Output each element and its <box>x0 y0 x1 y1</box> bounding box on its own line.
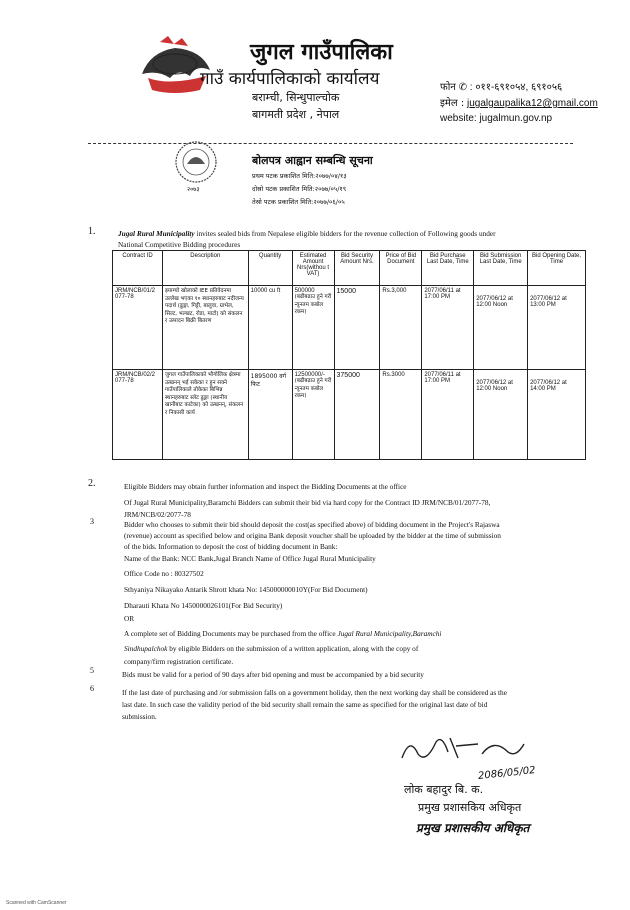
cell-submission-date: 2077/06/12 at 12:00 Noon <box>474 286 528 370</box>
cell-quantity: 10000 cu ft <box>248 286 292 370</box>
estimated-value: 500000 <box>294 288 315 294</box>
section-3-line-2: (revenue) account as specified below and origina Bank deposit voucher shall be uploaded by the bidder at the time of submission <box>124 531 501 540</box>
estimated-note: (बढीबढाउ हुने गरी न्यूनतम कबोल रकम) <box>294 294 332 315</box>
municipality-title: जुगल गाउँपालिका <box>250 40 393 65</box>
section-6-line-1: If the last date of purchasing and /or submission falls on a government holiday, then the next working day shall be considered as the <box>122 688 507 697</box>
header-bid-opening: Bid Opening Date, Time <box>528 251 586 286</box>
estimated-value: 12500000/- <box>294 372 325 378</box>
cell-opening-date: 2077/06/12 at 13:00 PM <box>528 286 586 370</box>
section-5-text: Bids must be valid for a period of 90 days after bid opening and must be accompanied by a bid security <box>122 670 424 679</box>
header-divider <box>88 143 573 144</box>
signature-date: 2086/05/02 <box>477 765 537 782</box>
cell-estimated-amount <box>292 370 334 460</box>
signatory-stamp: प्रमुख प्रशासकीय अधिकृत <box>416 821 530 835</box>
cell-bid-security: 375000 <box>334 370 380 460</box>
intro-paragraph <box>118 228 588 239</box>
header-bid-submission: Bid Submission Last Date, Time <box>474 251 528 286</box>
section-number-2: 2. <box>88 478 96 489</box>
header-price-bid-document: Price of Bid Document <box>380 251 422 286</box>
office-seal-icon <box>163 140 229 190</box>
bank-name: Name of the Bank: NCC Bank,Jugal Branch Name of Office Jugal Rural Municipality <box>124 554 376 563</box>
section-3b-district: Sindhupalchok <box>124 644 168 653</box>
cell-price: Rs.3000 <box>380 370 422 460</box>
intro-text: invites sealed bids from Nepalese eligible bidders for the revenue collection of Following goods under <box>194 229 496 238</box>
section-6-line-3: submission. <box>122 712 157 721</box>
intro-paragraph-line2: National Competitive Bidding procedures <box>118 240 241 249</box>
intro-municipality: Jugal Rural Municipality <box>118 229 195 238</box>
website-line[interactable]: website: jugalmun.gov.np <box>440 113 553 124</box>
header-description: Description <box>162 251 248 286</box>
signatory-title: प्रमुख प्रशासकिय अधिकृत <box>418 801 522 814</box>
header-bid-security: Bid Security Amount Nrs. <box>334 251 380 286</box>
section-2-line-2: Of Jugal Rural Municipality,Baramchi Bidders can submit their bid via hard copy for the Contract ID JRM/NCB/01/2077-78, <box>124 498 491 507</box>
section-3b-text-2: by eligible Bidders on the submission of a written application, along with the copy of <box>167 644 419 653</box>
email-link[interactable]: jugalgaupalika12@gmail.com <box>467 98 598 109</box>
cell-opening-date: 2077/06/12 at 14:00 PM <box>528 370 586 460</box>
cell-estimated-amount <box>292 286 334 370</box>
section-3b-office: Jugal Rural Municipality,Baramchi <box>337 629 442 638</box>
section-number-5: 5 <box>90 666 94 675</box>
section-2-line-1: Eligible Bidders may obtain further information and inspect the Bidding Documents at the office <box>124 482 407 491</box>
section-number-3: 3 <box>90 517 94 526</box>
cell-contract-id: JRM/NCB/02/2 077-78 <box>113 370 163 460</box>
notice-title: बोलपत्र आह्वान सम्बन्धि सूचना <box>252 154 373 167</box>
header-estimated-amount: Estimated Amount Nrs(withou t VAT) <box>292 251 334 286</box>
dharauti-account: Dharauti Khata No 1450000026101(For Bid Security) <box>124 601 283 610</box>
cell-quantity: 1895000 वर्ग फिट <box>248 370 292 460</box>
address-line-2: बागमती प्रदेश , नेपाल <box>252 108 340 121</box>
section-3b-line-3: company/firm registration certificate. <box>124 657 234 666</box>
section-3-line-1: Bidder who chooses to submit their bid should deposit the cost(as specified above) of bidding document in the Project's Rajaswa <box>124 520 500 529</box>
cell-purchase-date: 2077/06/11 at 17:00 PM <box>422 370 474 460</box>
table-row <box>113 370 586 460</box>
email-label: इमेल : <box>440 98 465 109</box>
section-2-line-3: JRM/NCB/02/2077-78 <box>124 510 191 519</box>
scanner-footer: Scanned with CamScanner <box>6 900 67 906</box>
or-label: OR <box>124 614 135 623</box>
header-quantity: Quantity <box>248 251 292 286</box>
section-3-line-3: of the bids. Information to deposit the cost of bidding document in Bank: <box>124 542 338 551</box>
section-3b-text: A complete set of Bidding Documents may be purchased from the office <box>124 629 338 638</box>
section-3b-line-1 <box>124 628 441 639</box>
cell-purchase-date: 2077/06/11 at 17:00 PM <box>422 286 474 370</box>
phone-line: फोन ✆ : ०११-६९१०५४, ६९१०५६ <box>440 82 563 93</box>
publication-date-2: दोस्रो पटक प्रकाशित मिति:२०७७/०५/१९ <box>252 185 347 193</box>
email-line <box>440 96 598 111</box>
sthyaniya-account: Sthyaniya Nikayako Antarik Shrott khata No: 145000000010Y(For Bid Document) <box>124 585 368 594</box>
cell-description: झ्याम्चो खोलाको IEE प्रतिवेदनमा उल्लेख भएका १० स्थानहरुबाट नदीजन्य पदार्थ (ढुङ्गा, गिट्टी, बालुवा, ग्राभेल, सिल्ट, भल्खट, रोडा, माटो) को संकलन र उत्पादन बिक्री बितरण <box>162 286 248 370</box>
cell-price: Rs.3,000 <box>380 286 422 370</box>
seal-year: २०७३ <box>187 186 200 193</box>
publication-date-3: तेस्रो पटक प्रकाशित मिति:२०७७/०६/०५ <box>252 198 345 206</box>
signature-scrawl-icon <box>398 728 528 768</box>
cell-description: जुगल गाउँपालिकाको भौगोलिक क्षेत्रमा उत्खनन् भई सकेका र हुन सक्ने गाउँपालिकाले तोकेका बिभिन्न स्थानहरुबाट स्लेट ढुङ्गा (स्थानीय खानीबाट काटेका) को उत्खनन्, संकलन र निकासी कार्य <box>162 370 248 460</box>
section-number-6: 6 <box>90 684 94 693</box>
table-row <box>113 286 586 370</box>
cell-contract-id: JRM/NCB/01/2 077-78 <box>113 286 163 370</box>
cell-submission-date: 2077/06/12 at 12:00 Noon <box>474 370 528 460</box>
section-6-line-2: last date. In such case the validity period of the bid security shall remain the same as specified for the original last date of bid <box>122 700 488 709</box>
bid-table <box>112 250 586 460</box>
cell-bid-security: 15000 <box>334 286 380 370</box>
section-number-1: 1. <box>88 226 96 237</box>
estimated-note: (बढीबढाउ हुने गरी न्यूनतम कबोल रकम) <box>294 378 332 399</box>
publication-date-1: प्रथम पटक प्रकाशित मिति:२०७७/०४/१३ <box>252 172 347 180</box>
table-header-row <box>113 251 586 286</box>
section-3b-line-2 <box>124 643 418 654</box>
header-bid-purchase: Bid Purchase Last Date, Time <box>422 251 474 286</box>
address-line-1: बराम्ची, सिन्धुपाल्चोक <box>252 91 340 104</box>
signatory-name: लोक बहादुर बि. क. <box>404 783 484 796</box>
office-code: Office Code no : 80327502 <box>124 569 204 578</box>
office-subtitle: गाउँ कार्यपालिकाको कार्यालय <box>200 69 380 89</box>
header-contract-id: Contract ID <box>113 251 163 286</box>
